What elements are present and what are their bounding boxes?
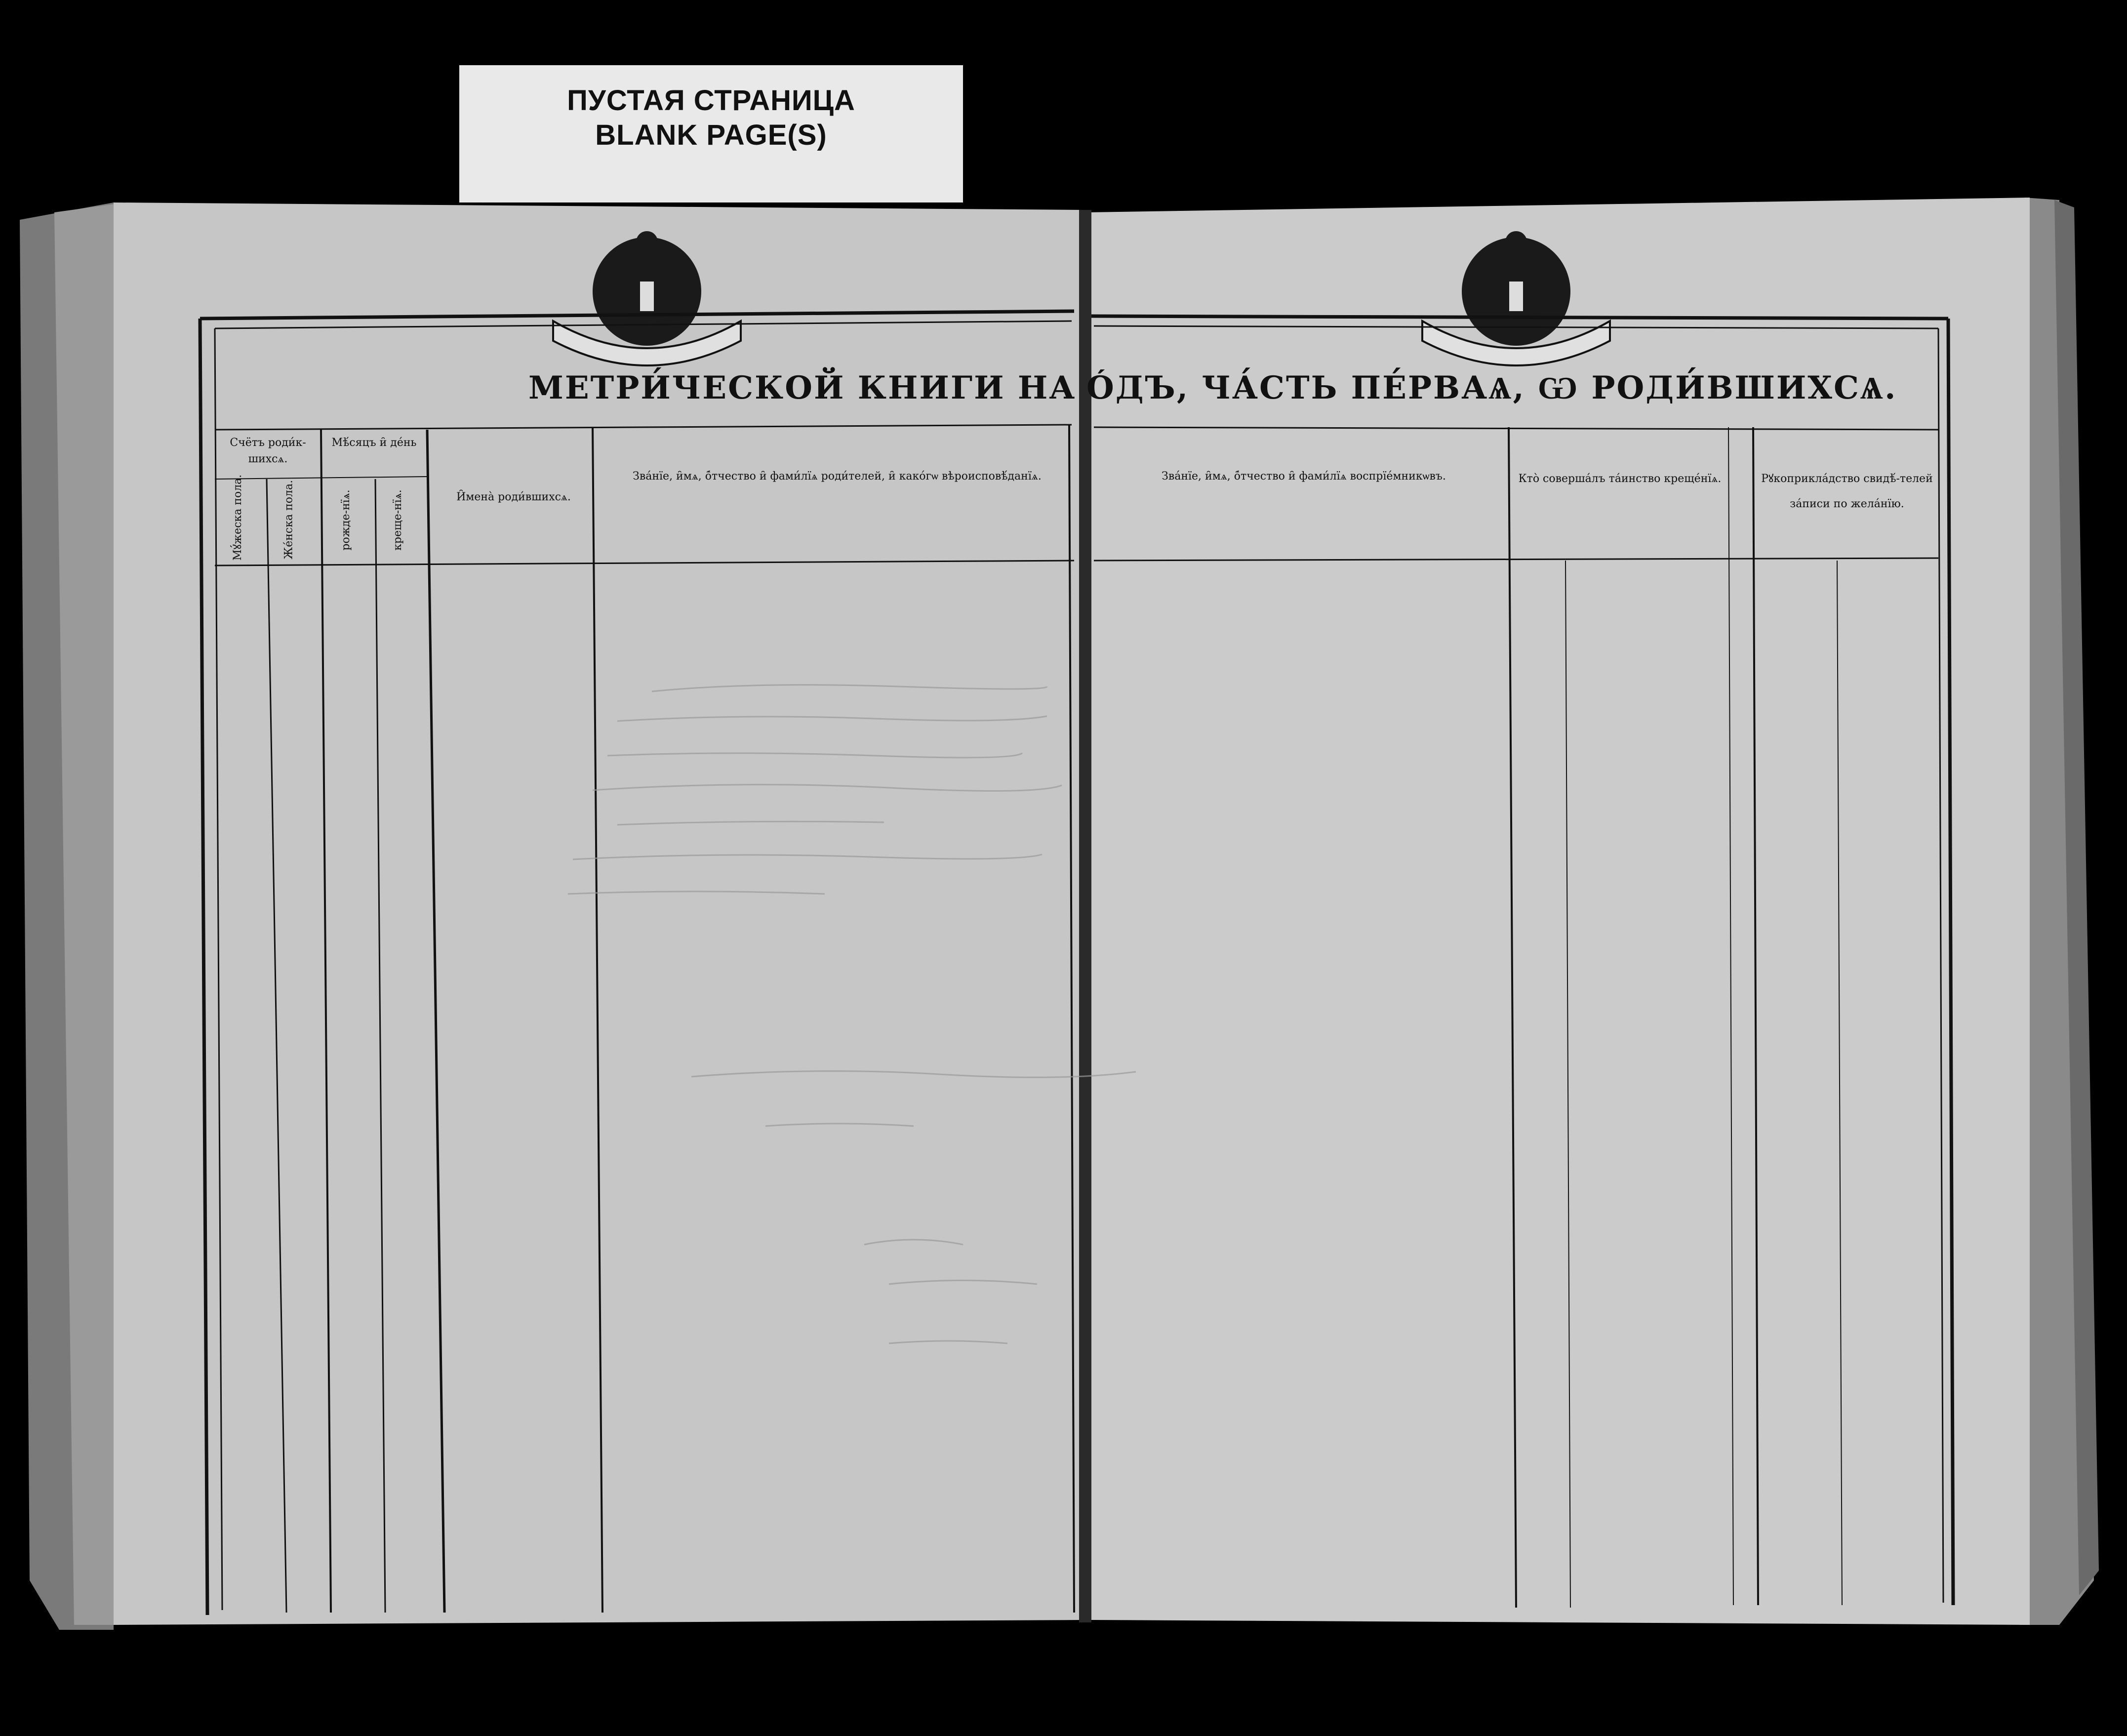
header-female: Же́нска пола. xyxy=(282,480,295,560)
title-left-part: МЕТРИ́ЧЕСКОЙ КНИГИ НА xyxy=(528,369,1077,406)
header-male: Мꙋ́жеска пола. xyxy=(232,474,244,561)
header-names: И̑мена̀ роди́вшихсѧ. xyxy=(456,491,571,503)
header-birth: рожде-нїѧ. xyxy=(340,489,352,551)
title-right-part: ÓДЪ, ЧА́СТЬ ПЕ́РВАѦ, Ѡ РОДИ́ВШИХСѦ. xyxy=(1086,369,1897,406)
blank-label-line2: BLANK PAGE(S) xyxy=(595,119,827,151)
header-count: Счётъ роди́к-шихсѧ. xyxy=(230,437,306,465)
blank-label-line1: ПУСТАЯ СТРАНИЦА xyxy=(567,84,855,117)
header-priest: Кто̀ соверша́лъ та́инство креще́нїѧ. xyxy=(1518,473,1722,485)
header-witness: Рꙋкоприкла́дство свидѣ́-телей за́писи по жела́нїю. xyxy=(1761,473,1933,510)
header-parents: Зва́нїе, и̑мѧ, о̑́тчество и̑ фами́лїѧ роди́телей, и̑ како́гѡ вѣроисповѣ́данїѧ. xyxy=(633,470,1042,483)
header-godparents: Зва́нїе, и̑мѧ, о̑́тчество и̑ фами́лїѧ воспрїе́мникѡвъ. xyxy=(1162,470,1446,483)
header-date: Мѣ́сяцъ и̑ де́нь xyxy=(331,437,417,449)
header-baptism: креще-нїѧ. xyxy=(392,489,404,551)
